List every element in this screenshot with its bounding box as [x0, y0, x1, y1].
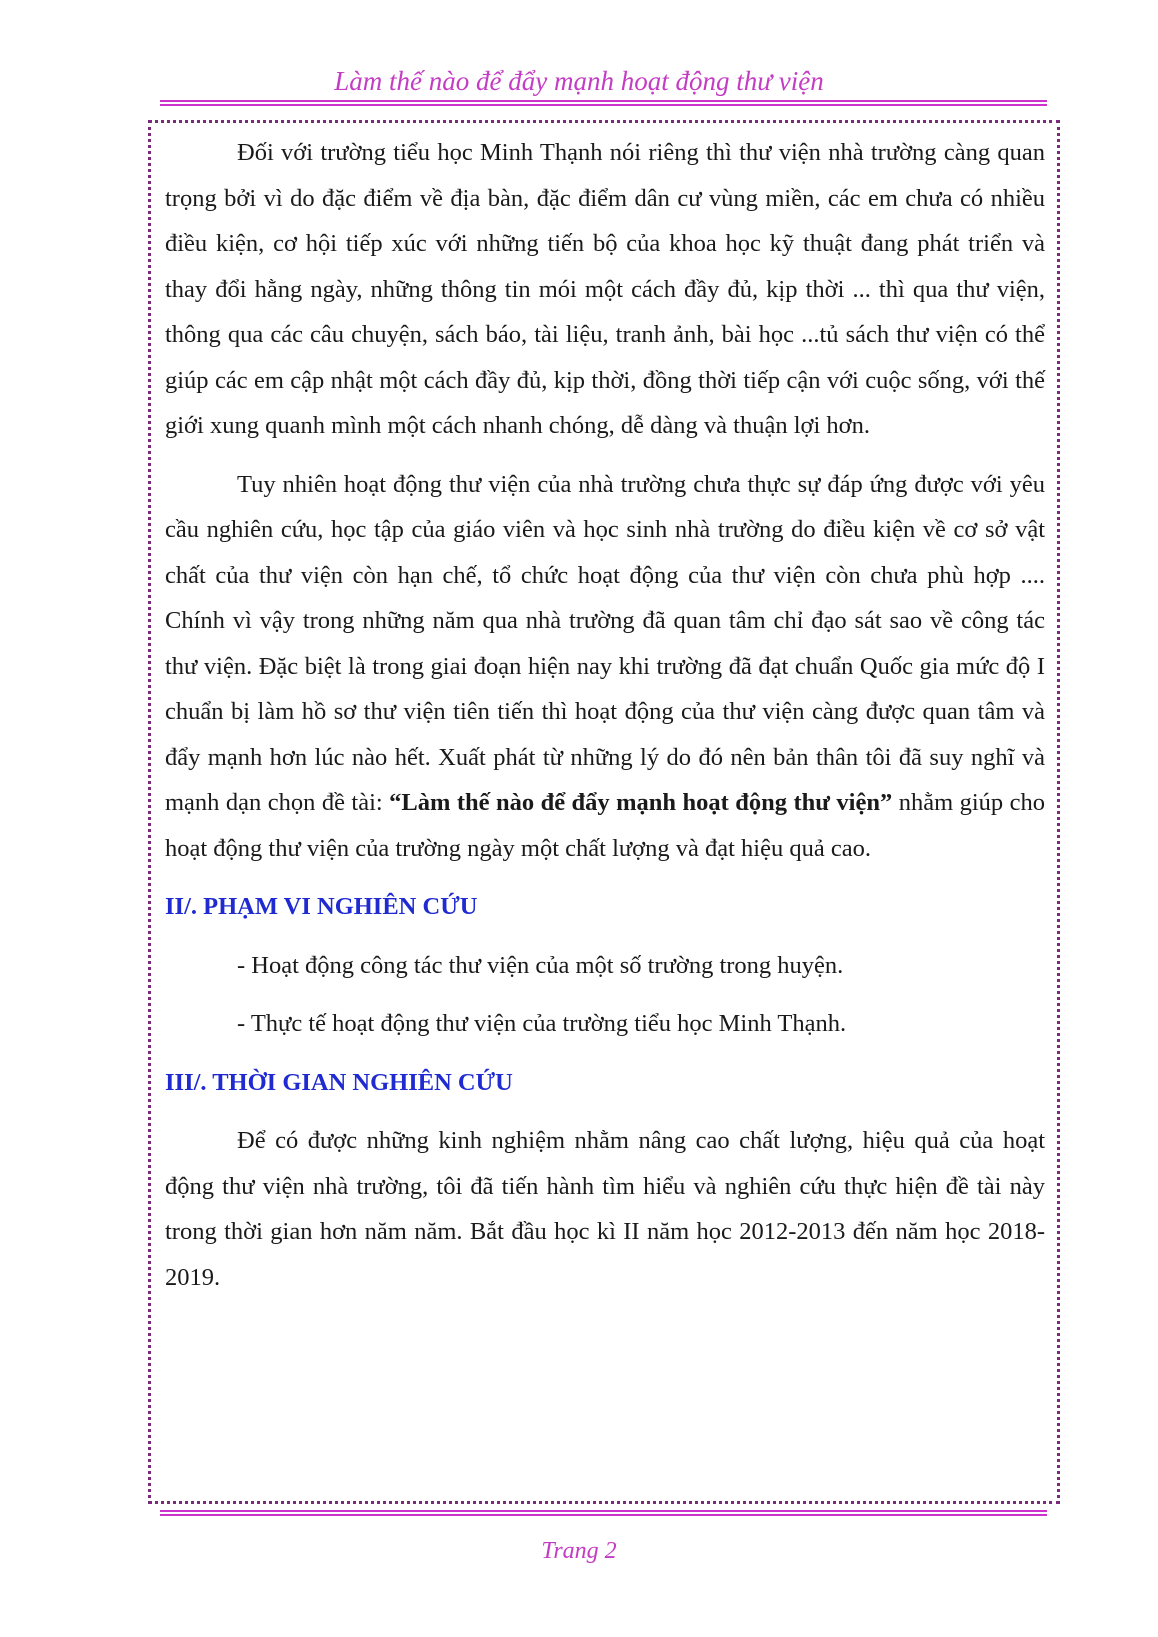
paragraph-text: Tuy nhiên hoạt động thư viện của nhà trường chưa thực sự đáp ứng được với yêu cầu nghiên cứu, học tập của giáo viên và học sinh nhà trường do điều kiện về cơ sở vật chất của thư viện còn hạn chế, tổ chức hoạt động của thư viện còn chưa phù hợp .... Chính vì vậy trong những năm qua nhà trường đã quan tâm chỉ đạo sát sao về công tác thư viện. Đặc biệt là trong giai đoạn hiện nay khi trường đã đạt chuẩn Quốc gia mức độ I chuẩn bị làm hồ sơ thư viện tiên tiến thì hoạt động của thư viện càng được quan tâm và đẩy mạnh hơn lúc nào hết. Xuất phát từ những lý do đó nên bản thân tôi đã suy nghĩ và mạnh dạn chọn đề tài: [165, 470, 1045, 816]
footer-rule-bottom [160, 1514, 1047, 1516]
topic-title-bold: “Làm thế nào để đẩy mạnh hoạt động thư viện” [389, 789, 893, 816]
running-header-title: Làm thế nào để đẩy mạnh hoạt động thư viện [334, 66, 824, 96]
scope-item: - Hoạt động công tác thư viện của một số trường trong huyện. [237, 951, 844, 979]
scope-item: - Thực tế hoạt động thư viện của trường tiểu học Minh Thạnh. [237, 1010, 847, 1037]
paragraph-timeframe: Để có được những kinh nghiệm nhằm nâng cao chất lượng, hiệu quả của hoạt động thư viện nhà trường, tôi đã tiến hành tìm hiểu và nghiên cứu thực hiện đề tài này trong thời gian hơn năm năm. Bắt đầu học kì II năm học 2012-2013 đến năm học 2018- 2019. [165, 1127, 1045, 1291]
paragraph-text-tail: nhằm giúp cho hoạt động thư viện của trường ngày một chất lượng và đạt hiệu quả cao. [165, 789, 1045, 862]
page-body [165, 130, 1045, 1300]
header-rule-bottom [160, 104, 1047, 106]
header-rule-top [160, 100, 1047, 102]
page-number-footer: Trang 2 [541, 1538, 617, 1564]
footer-rule-top [160, 1510, 1047, 1512]
section-heading-timeframe: III/. THỜI GIAN NGHIÊN CỨU [165, 1068, 513, 1096]
paragraph-library-limitations [165, 462, 1045, 872]
section-heading-scope: II/. PHẠM VI NGHIÊN CỨU [165, 893, 478, 920]
paragraph-library-importance: Đối với trường tiểu học Minh Thạnh nói riêng thì thư viện nhà trường càng quan trọng bởi vì do đặc điểm về địa bàn, đặc điểm dân cư vùng miền, các em chưa có nhiều điều kiện, cơ hội tiếp xúc với những tiến bộ của khoa học kỹ thuật đang phát triển và thay đổi hằng ngày, những thông tin mói một cách đầy đủ, kịp thời ... thì qua thư viện, thông qua các câu chuyện, sách báo, tài liệu, tranh ảnh, bài học ...tủ sách thư viện có thể giúp các em cập nhật một cách đầy đủ, kịp thời, đồng thời tiếp cận với cuộc sống, với thế giới xung quanh mình một cách nhanh chóng, dễ dàng và thuận lợi hơn. [165, 139, 1045, 439]
